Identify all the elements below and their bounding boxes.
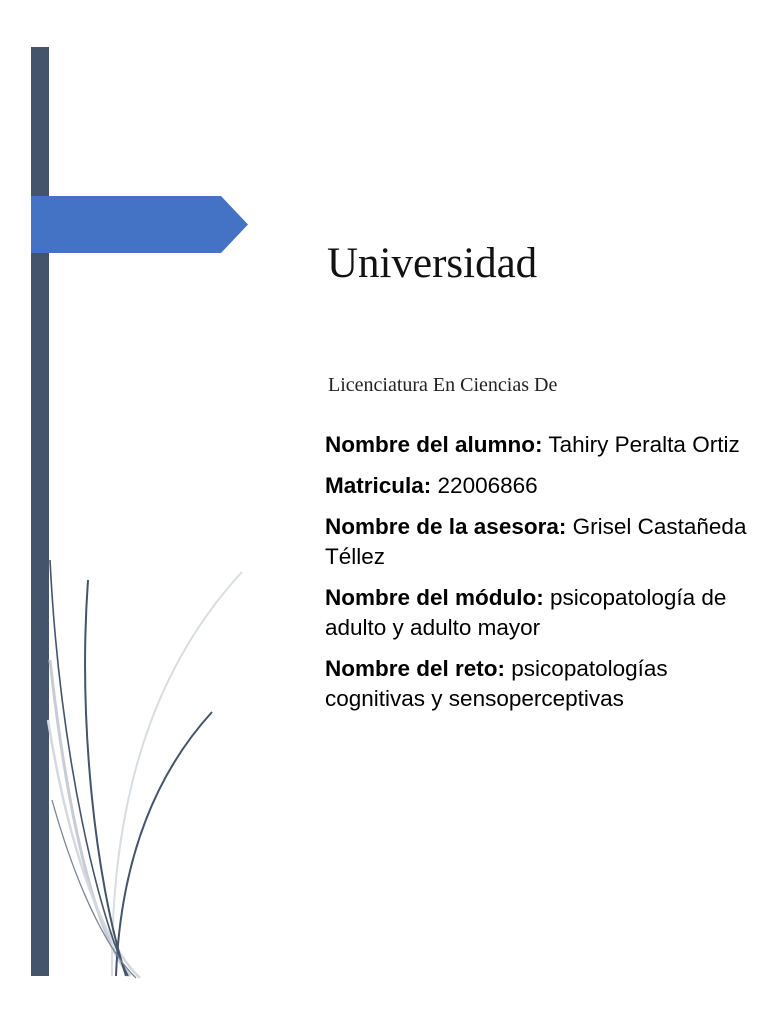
field-label: Nombre del módulo: xyxy=(325,585,544,610)
challenge-name-field xyxy=(325,654,750,714)
student-info-block xyxy=(325,430,750,725)
field-value: Tahiry Peralta Ortiz xyxy=(548,432,740,457)
field-value: 22006866 xyxy=(437,473,538,498)
student-id-field xyxy=(325,471,750,501)
field-label: Nombre del reto: xyxy=(325,656,506,681)
module-name-field xyxy=(325,583,750,643)
decorative-swoosh-lines xyxy=(0,540,260,980)
field-value: Grisel Castañeda Téllez xyxy=(325,514,747,569)
field-label: Nombre de la asesora: xyxy=(325,514,567,539)
field-value: psicopatología de adulto y adulto mayor xyxy=(325,585,727,640)
student-name-field xyxy=(325,430,750,460)
field-label: Nombre del alumno: xyxy=(325,432,543,457)
university-title: Universidad xyxy=(327,240,538,287)
degree-subtitle: Licenciatura En Ciencias De xyxy=(328,374,558,396)
advisor-name-field xyxy=(325,512,750,572)
accent-arrow-shape xyxy=(31,196,248,253)
field-label: Matricula: xyxy=(325,473,432,498)
field-value: psicopatologías cognitivas y sensoperceptivas xyxy=(325,656,668,711)
